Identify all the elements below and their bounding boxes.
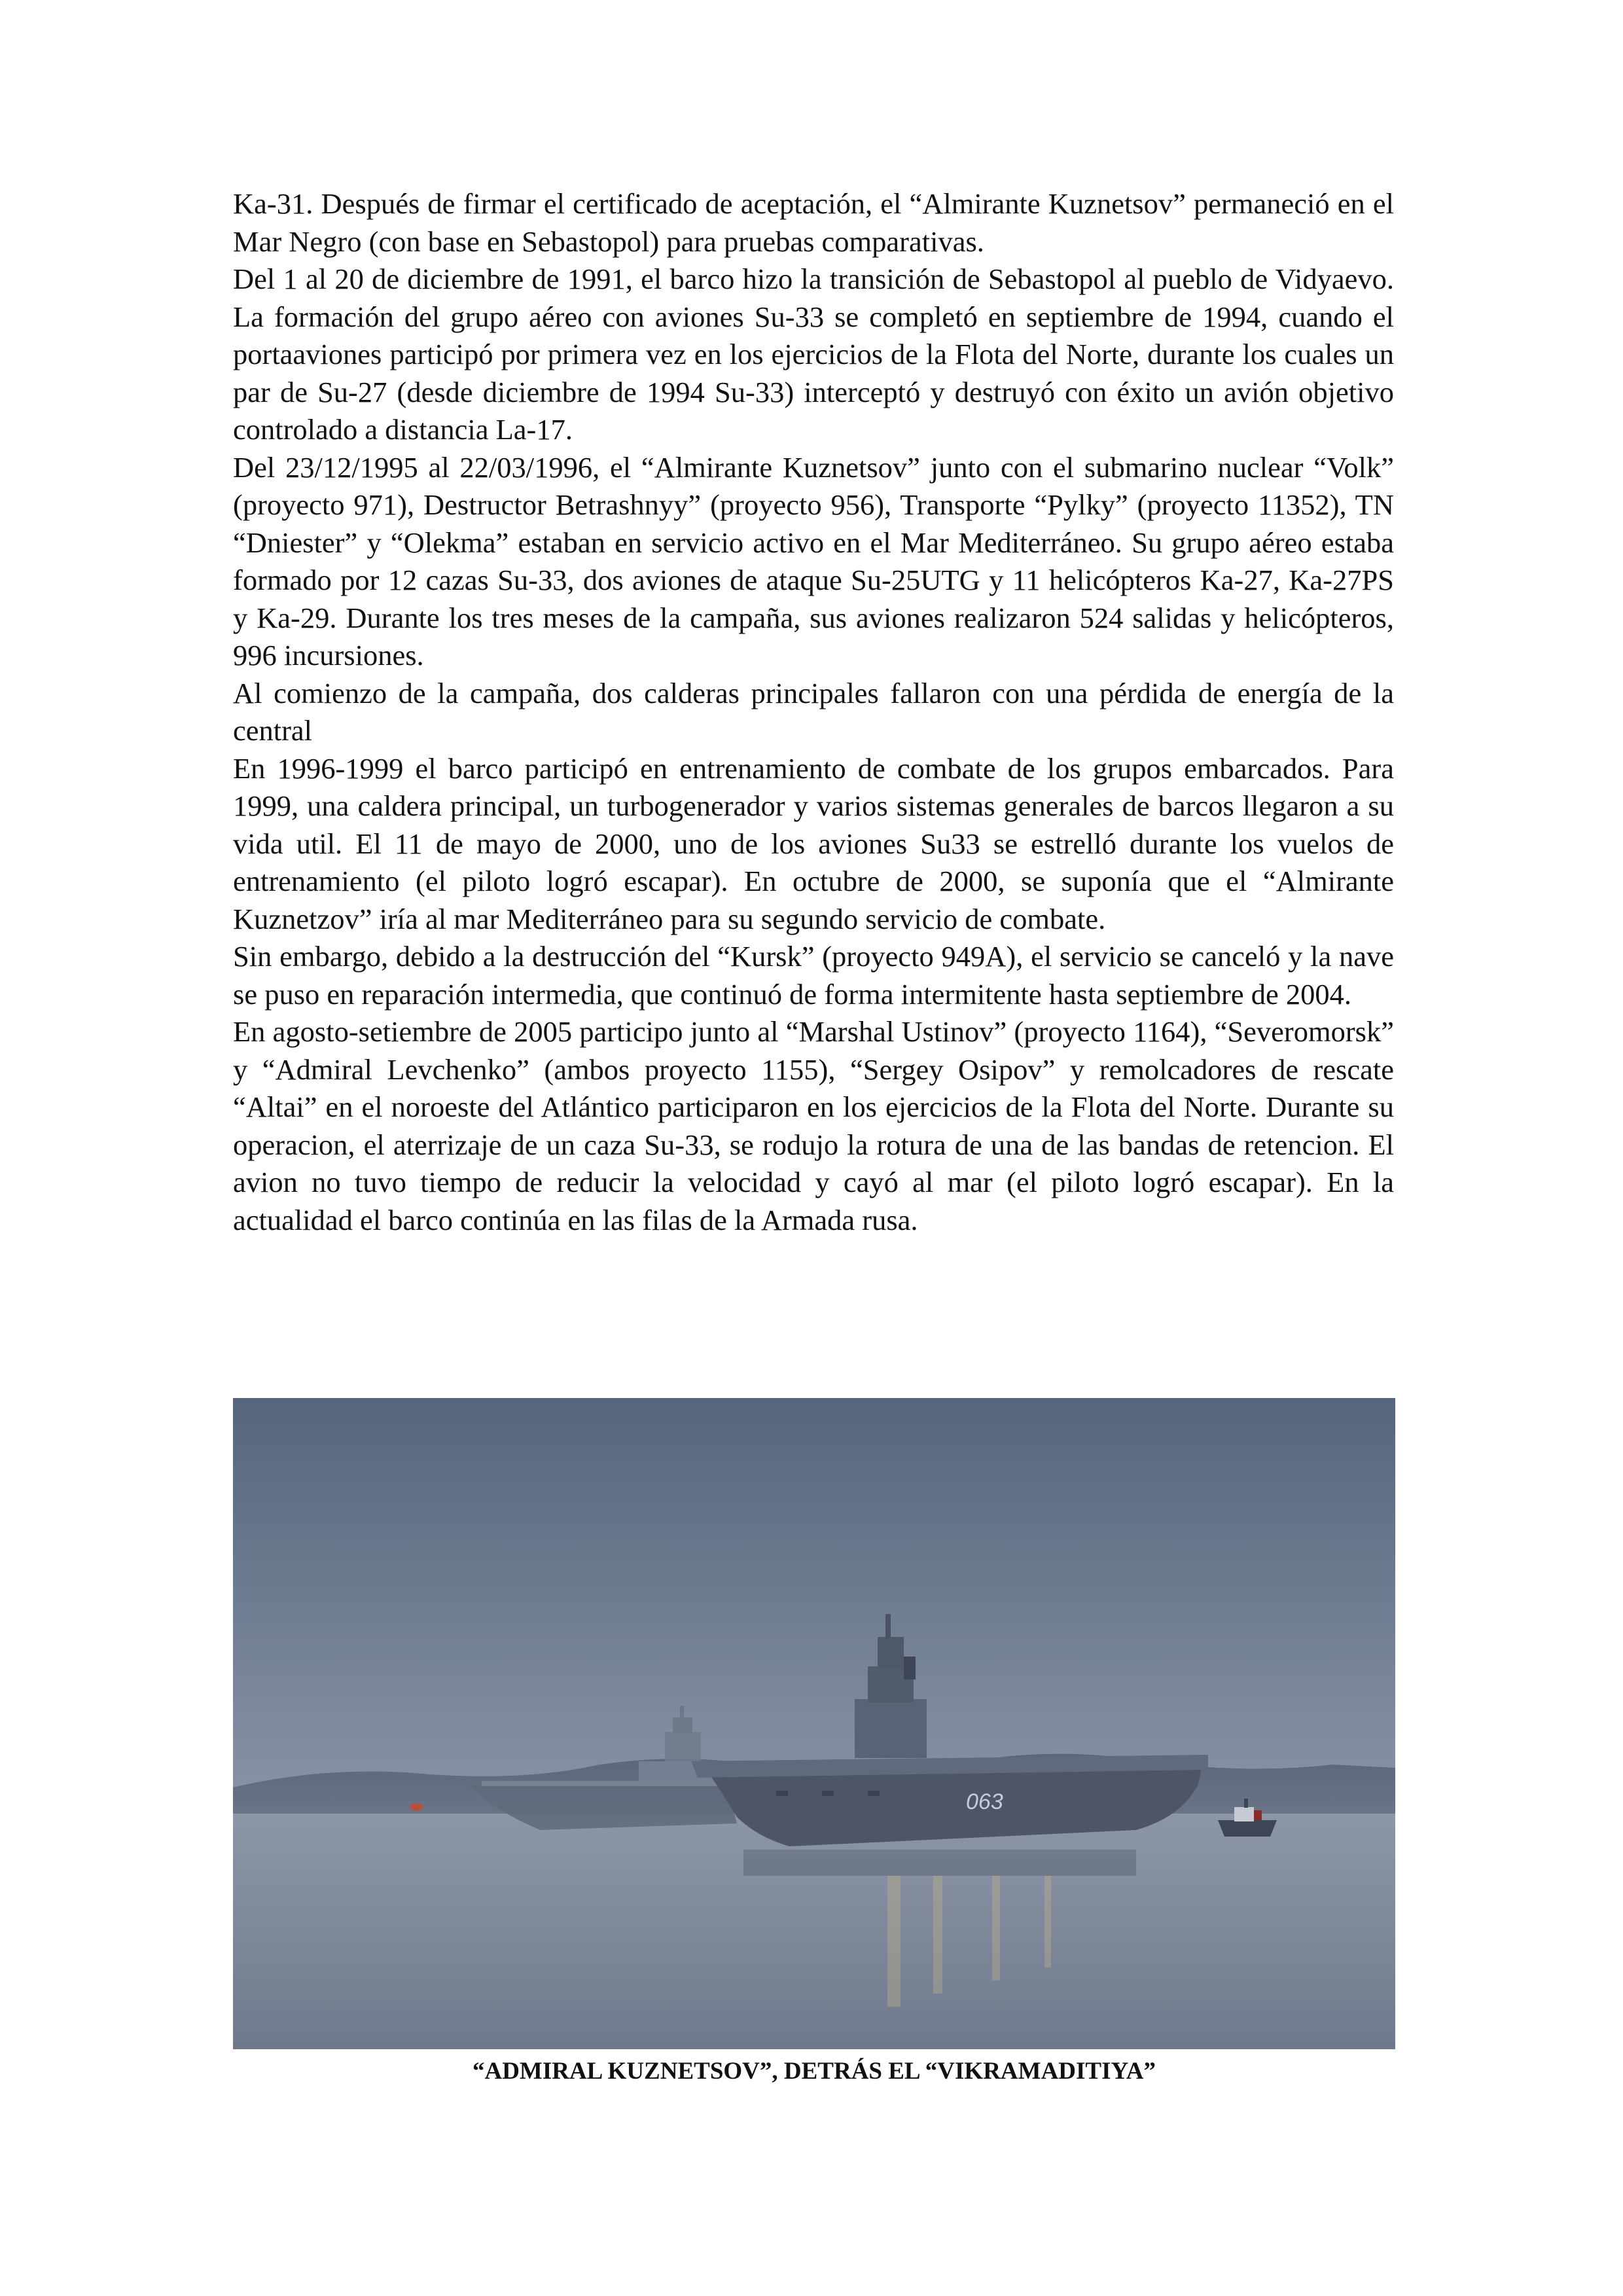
sea	[233, 1814, 1395, 2049]
aircraft-carriers-photo	[233, 1398, 1395, 2049]
paragraph-4: Al comienzo de la campaña, dos calderas principales fallaron con una pérdida de energía de la central	[233, 676, 1394, 747]
paragraph-6: Sin embargo, debido a la destrucción del “Kursk” (proyecto 949A), el servicio se canceló y la nave se puso en reparación intermedia, que continuó de forma intermitente hasta septiembre de 2004.	[233, 940, 1394, 1011]
buoy	[410, 1803, 423, 1811]
hull-number: 063	[966, 1789, 1003, 1814]
photo-caption: “ADMIRAL KUZNETSOV”, DETRÁS EL “VIKRAMADITIYA”	[472, 2058, 1156, 2085]
paragraph-7: En agosto-setiembre de 2005 participo junto al “Marshal Ustinov” (proyecto 1164), “Severomorsk” y “Admiral Levchenko” (ambos proyecto 1155), “Sergey Osipov” y remolcadores de rescate “Altai” en el noroeste del Atlántico participaron en los ejercicios de la Flota del Norte. Durante su operacion, el aterrizaje de un caza Su-33, se rodujo la rotura de una de las bandas de retencion. El avion no tuvo tiempo de reducir la velocidad y cayó al mar (el piloto logró escapar). En la actualidad el barco continúa en las filas de la Armada rusa.	[233, 1015, 1394, 1236]
paragraph-1: Ka-31. Después de firmar el certificado de aceptación, el “Almirante Kuznetsov” permaneció en el Mar Negro (con base en Sebastopol) para pruebas comparativas.	[233, 187, 1394, 258]
paragraph-5: En 1996-1999 el barco participó en entrenamiento de combate de los grupos embarcados. Para 1999, una caldera principal, un turbogenerador y varios sistemas generales de barcos llegaron a su vida util. El 11 de mayo de 2000, uno de los aviones Su33 se estrelló durante los vuelos de entrenamiento (el piloto logró escapar). En octubre de 2000, se suponía que el “Almirante Kuznetzov” iría al mar Mediterráneo para su segundo servicio de combate.	[233, 751, 1394, 935]
photo-illustration	[233, 1398, 1395, 2049]
sky	[233, 1398, 1395, 1817]
paragraph-3: Del 23/12/1995 al 22/03/1996, el “Almirante Kuznetsov” junto con el submarino nuclear “Volk” (proyecto 971), Destructor Betrashnyy” (proyecto 956), Transporte “Pylky” (proyecto 11352), TN “Dniester” y “Olekma” estaban en servicio activo en el Mar Mediterráneo. Su grupo aéreo estaba formado por 12 cazas Su-33, dos aviones de ataque Su-25UTG y 11 helicópteros Ka-27, Ka-27PS y Ka-29. Durante los tres meses de la campaña, sus aviones realizaron 524 salidas y helicópteros, 996 incursiones.	[233, 450, 1394, 672]
paragraph-2: Del 1 al 20 de diciembre de 1991, el barco hizo la transición de Sebastopol al pueblo de Vidyaevo. La formación del grupo aéreo con aviones Su-33 se completó en septiembre de 1994, cuando el portaaviones participó por primera vez en los ejercicios de la Flota del Norte, durante los cuales un par de Su-27 (desde diciembre de 1994 Su-33) interceptó y destruyó con éxito un avión objetivo controlado a distancia La-17.	[233, 262, 1394, 446]
body-text	[233, 185, 1394, 1239]
